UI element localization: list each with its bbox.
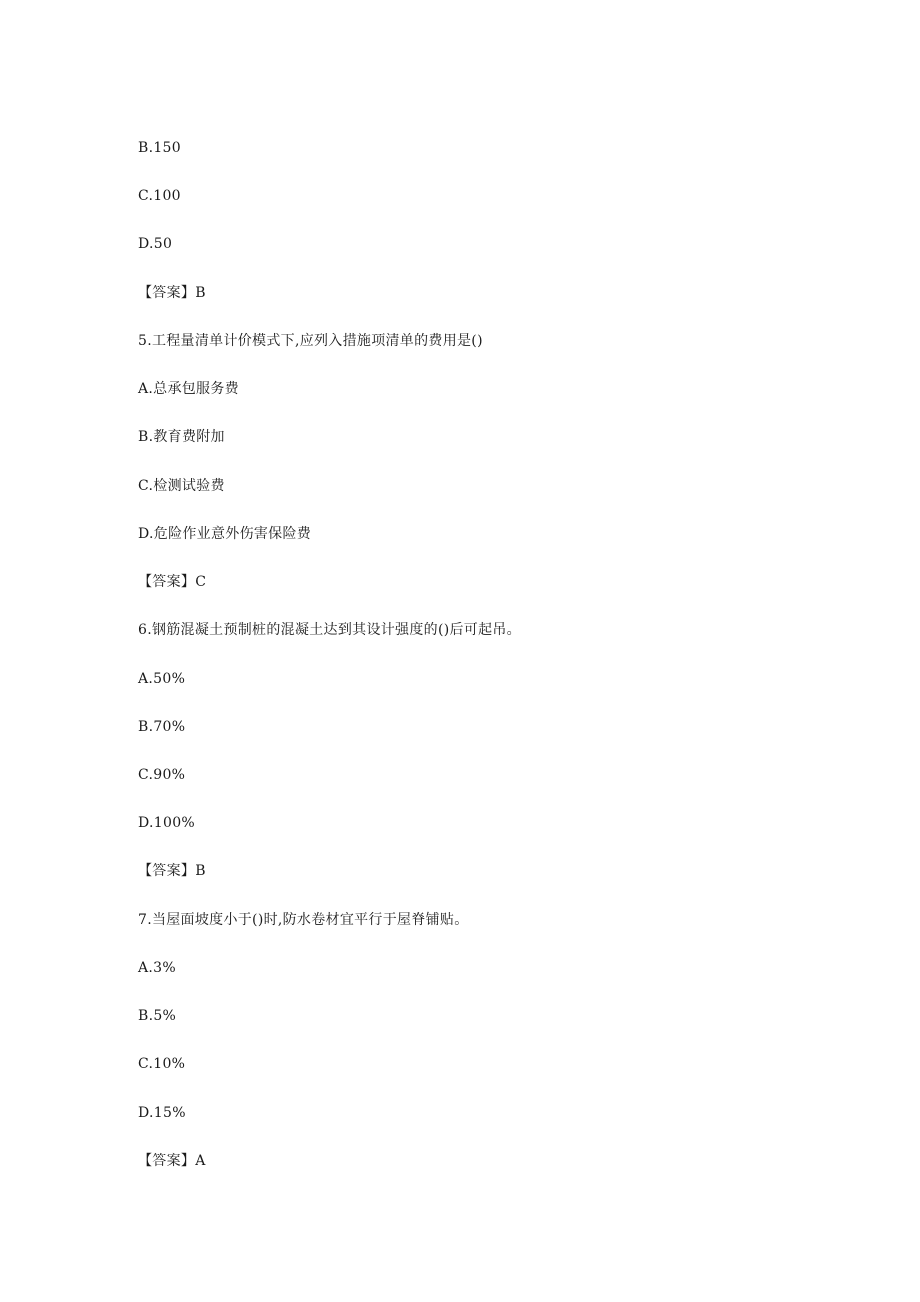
q6-question: 6.钢筋混凝土预制桩的混凝土达到其设计强度的()后可起吊。 bbox=[138, 622, 521, 638]
q5-option-a: A.总承包服务费 bbox=[138, 381, 239, 397]
q7-question: 7.当屋面坡度小于()时,防水卷材宜平行于屋脊铺贴。 bbox=[138, 912, 469, 928]
q4-option-d: D.50 bbox=[138, 236, 173, 252]
q5-option-c: C.检测试验费 bbox=[138, 478, 225, 494]
q7-option-d: D.15% bbox=[138, 1105, 186, 1121]
q7-answer: 【答案】A bbox=[138, 1153, 206, 1169]
q7-option-b: B.5% bbox=[138, 1008, 177, 1024]
q5-option-d: D.危险作业意外伤害保险费 bbox=[138, 526, 312, 542]
q5-answer: 【答案】C bbox=[138, 574, 207, 590]
q6-option-a: A.50% bbox=[138, 671, 186, 687]
q7-option-a: A.3% bbox=[138, 960, 176, 976]
q4-answer: 【答案】B bbox=[138, 285, 206, 301]
q7-option-c: C.10% bbox=[138, 1056, 186, 1072]
q4-option-b: B.150 bbox=[138, 140, 181, 156]
q6-answer: 【答案】B bbox=[138, 863, 206, 879]
q6-option-d: D.100% bbox=[138, 815, 196, 831]
q6-option-c: C.90% bbox=[138, 767, 186, 783]
q4-option-c: C.100 bbox=[138, 188, 181, 204]
q6-option-b: B.70% bbox=[138, 719, 186, 735]
q5-option-b: B.教育费附加 bbox=[138, 429, 225, 445]
q5-question: 5.工程量清单计价模式下,应列入措施项清单的费用是() bbox=[138, 333, 483, 349]
